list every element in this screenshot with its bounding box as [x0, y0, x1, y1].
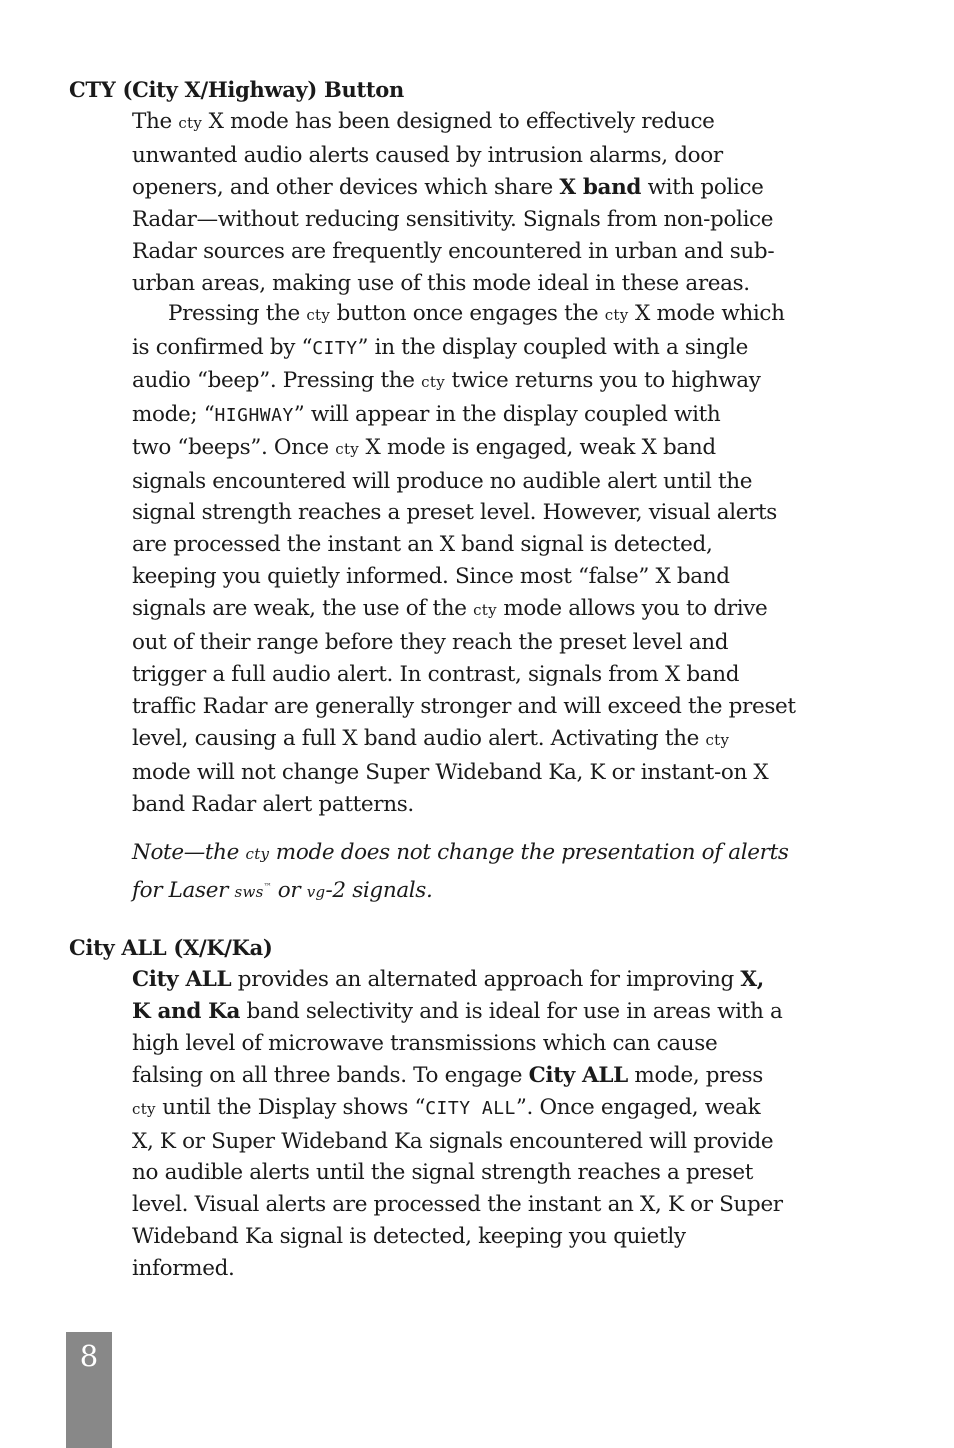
- text-line: signal strength reaches a preset level. However, visual alerts: [132, 500, 777, 526]
- text-line: X, K or Super Wideband Ka signals encountered will provide: [132, 1128, 774, 1154]
- cty-description-paragraph: [132, 106, 852, 299]
- text-line: for Laser sws™ or vg-2 signals.: [132, 878, 433, 904]
- text-line: two “beeps”. Once cty X mode is engaged, weak X band: [132, 434, 716, 460]
- text-line: mode; “HIGHWAY” will appear in the display coupled with: [132, 401, 721, 427]
- section-heading-cty-button: CTY (City X/Highway) Button: [69, 77, 404, 102]
- text-line: traffic Radar are generally stronger and will exceed the preset: [132, 693, 796, 719]
- text-line: is confirmed by “CITY” in the display coupled with a single: [132, 334, 748, 360]
- text-line: Radar sources are frequently encountered in urban and sub-: [132, 238, 775, 264]
- text-line: trigger a full audio alert. In contrast, signals from X band: [132, 661, 740, 687]
- cty-usage-paragraph: [132, 298, 852, 821]
- text-line: Wideband Ka signal is detected, keeping you quietly: [132, 1224, 686, 1250]
- text-line: level, causing a full X band audio alert. Activating the cty: [132, 725, 730, 751]
- text-line: out of their range before they reach the preset level and: [132, 630, 729, 656]
- text-line: audio “beep”. Pressing the cty twice returns you to highway: [132, 367, 761, 393]
- trademark-symbol: ™: [263, 881, 272, 891]
- text-line: level. Visual alerts are processed the instant an X, K or Super: [132, 1192, 783, 1218]
- text-line: urban areas, making use of this mode ideal in these areas.: [132, 270, 750, 296]
- text-line: Pressing the cty button once engages the cty X mode which: [168, 301, 785, 326]
- text-line: K and Ka band selectivity and is ideal for use in areas with a: [132, 998, 783, 1024]
- text-line: City ALL provides an alternated approach for improving X,: [132, 967, 764, 992]
- text-line: signals are weak, the use of the cty mode allows you to drive: [132, 596, 768, 622]
- lcd-display-text-city-all: CITY ALL: [425, 1097, 516, 1119]
- text-line: informed.: [132, 1256, 235, 1282]
- text-line: cty until the Display shows “CITY ALL”. Once engaged, weak: [132, 1094, 761, 1120]
- text-line: signals encountered will produce no audible alert until the: [132, 468, 753, 494]
- text-line: no audible alerts until the signal strength reaches a preset: [132, 1160, 754, 1186]
- text-line: high level of microwave transmissions which can cause: [132, 1030, 718, 1056]
- page-number: 8: [79, 1339, 99, 1373]
- text-line: Radar—without reducing sensitivity. Signals from non-police: [132, 206, 774, 232]
- lcd-display-text-highway: HIGHWAY: [214, 404, 294, 426]
- text-line: band Radar alert patterns.: [132, 791, 414, 817]
- text-line: are processed the instant an X band signal is detected,: [132, 532, 713, 558]
- x-band-emphasis: X band: [559, 174, 642, 200]
- text-line: mode will not change Super Wideband Ka, K or instant-on X: [132, 759, 769, 785]
- text-line: The cty X mode has been designed to effectively reduce: [132, 109, 715, 134]
- text-line: falsing on all three bands. To engage City ALL mode, press: [132, 1062, 763, 1088]
- section-heading-city-all: City ALL (X/K/Ka): [69, 935, 273, 960]
- text-line: unwanted audio alerts caused by intrusion alarms, door: [132, 142, 723, 168]
- text-line: openers, and other devices which share X band with police: [132, 174, 764, 200]
- city-all-paragraph: [132, 964, 852, 1285]
- text-line: keeping you quietly informed. Since most “false” X band: [132, 564, 730, 590]
- lcd-display-text-city: CITY: [312, 337, 358, 359]
- cty-note: [132, 837, 852, 909]
- text-line: Note—the cty mode does not change the presentation of alerts: [132, 840, 789, 865]
- page-number-tab: [66, 1332, 112, 1448]
